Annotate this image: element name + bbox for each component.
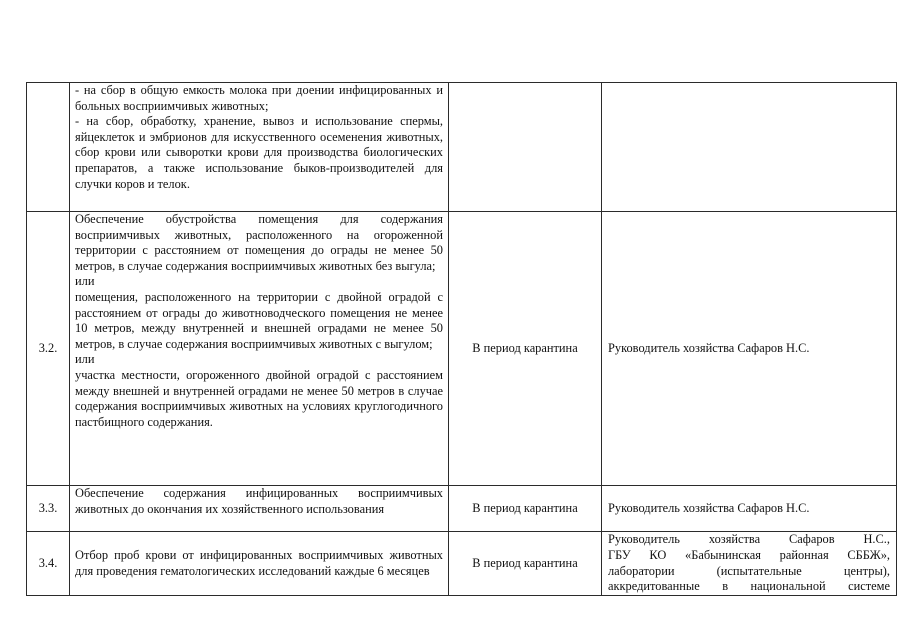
row-number bbox=[27, 83, 70, 212]
measure-item: - на сбор, обработку, хранение, вывоз и использование спермы, яйцеклеток и эмбрионов для искусственного осеменения животных, сбор крови или сыворотки крови для производства биологических препаратов, а также использование быков-производителей для случки коров и телок. bbox=[75, 114, 443, 191]
measure-description bbox=[70, 212, 449, 486]
responsible-cell: Руководитель хозяйства Сафаров Н.С. bbox=[602, 212, 897, 486]
row-number: 3.3. bbox=[27, 486, 70, 532]
responsible-line: лаборатории (испытательные центры), bbox=[608, 563, 890, 578]
table-row bbox=[27, 83, 897, 212]
responsible-line: Руководитель хозяйства Сафаров Н.С., bbox=[608, 532, 890, 547]
measure-paragraph: Обеспечение содержания инфицированных восприимчивых животных до окончания их хозяйственного использования bbox=[75, 486, 443, 516]
measure-paragraph: Обеспечение обустройства помещения для содержания восприимчивых животных, расположенного на огороженной территории с расстоянием от помещения до ограды не менее 50 метров, в случае содержания восприимчивых животных без выгула; bbox=[75, 212, 443, 273]
measure-paragraph: Отбор проб крови от инфицированных восприимчивых животных для проведения гематологических исследований каждые 6 месяцев bbox=[75, 547, 443, 578]
row-number: 3.2. bbox=[27, 212, 70, 486]
responsible-cell bbox=[602, 532, 897, 596]
table-row bbox=[27, 212, 897, 486]
responsible-line: аккредитованные в национальной системе bbox=[608, 579, 890, 594]
table-row bbox=[27, 532, 897, 596]
measures-table bbox=[26, 82, 897, 596]
term-cell: В период карантина bbox=[449, 212, 602, 486]
term-cell: В период карантина bbox=[449, 486, 602, 532]
measure-item: - на сбор в общую емкость молока при доении инфицированных и больных восприимчивых животных; bbox=[75, 83, 443, 113]
measure-description bbox=[70, 486, 449, 532]
term-cell: В период карантина bbox=[449, 532, 602, 596]
measure-paragraph: или bbox=[75, 274, 95, 289]
measure-description bbox=[70, 532, 449, 596]
table-row bbox=[27, 486, 897, 532]
row-number: 3.4. bbox=[27, 532, 70, 596]
responsible-cell bbox=[602, 83, 897, 212]
measure-description bbox=[70, 83, 449, 212]
responsible-line: ГБУ КО «Бабынинская районная СББЖ», bbox=[608, 547, 890, 562]
measure-paragraph: помещения, расположенного на территории с двойной оградой с расстоянием от ограды до животноводческого помещения не менее 10 метров, между внутренней и внешней оградами не менее 50 метров, в случае содержания восприимчивых животных с выгулом; bbox=[75, 289, 443, 351]
measure-paragraph: участка местности, огороженного двойной оградой с расстоянием между внешней и внутренней оградами не менее 50 метров в случае содержания восприимчивых животных на условиях круглогодичного пастбищного содержания. bbox=[75, 367, 443, 429]
measure-paragraph: или bbox=[75, 352, 95, 367]
responsible-cell: Руководитель хозяйства Сафаров Н.С. bbox=[602, 486, 897, 532]
term-cell bbox=[449, 83, 602, 212]
